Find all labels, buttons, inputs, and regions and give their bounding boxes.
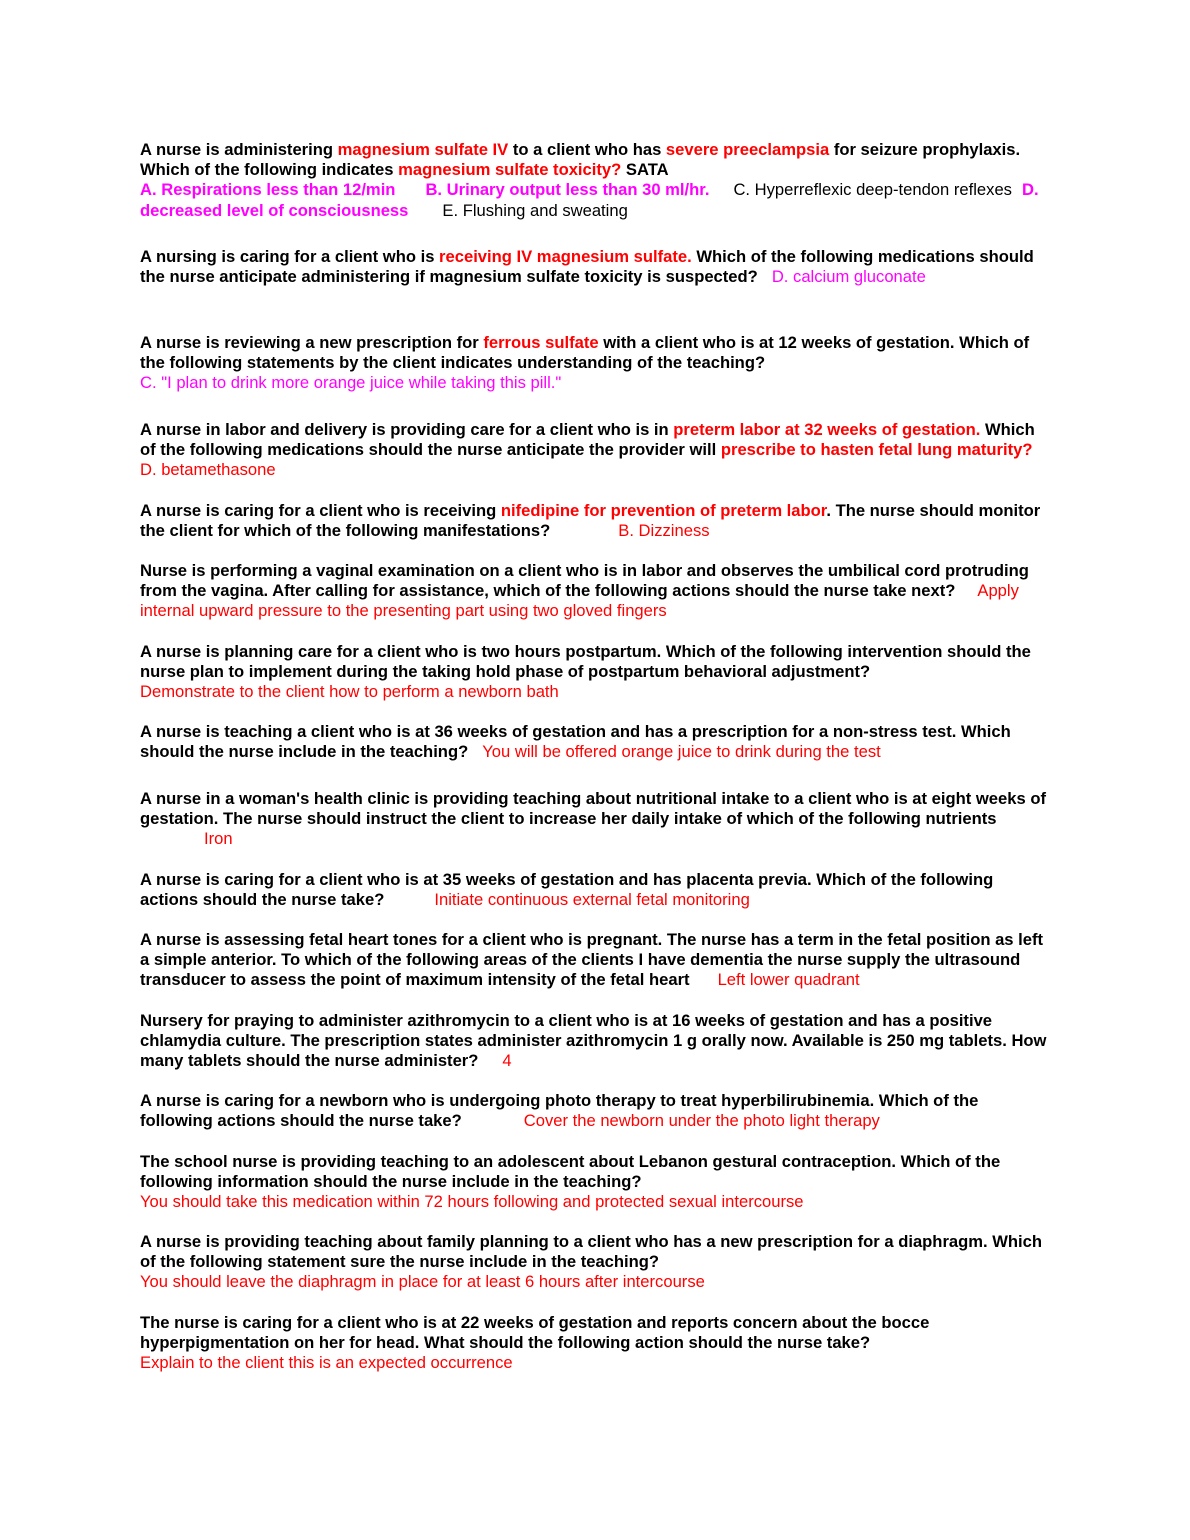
option-c: C. Hyperreflexic deep-tendon reflexes (733, 180, 1012, 200)
highlight-nifedipine: nifedipine for prevention of preterm labor (500, 501, 827, 520)
question-11-text: A nurse is assessing fetal heart tones for a client who is pregnant. The nurse has a term in the fetal position as left a simple anterior. To which of the following areas of the clients I have dementia the nurse supply the ultrasound transducer to assess the point of maximum intensity of the fetal heart (140, 930, 1044, 990)
question-8 (140, 722, 1055, 762)
highlight-receiving-iv: receiving IV magnesium sulfate. (439, 247, 692, 266)
question-13-text: A nurse is caring for a newborn who is undergoing photo therapy to treat hyperbilirubinemia. Which of the following actions should the nurse take? (140, 1091, 979, 1131)
question-1-text: to a client who has (508, 140, 666, 159)
question-13 (140, 1091, 1055, 1131)
question-6 (140, 561, 1055, 622)
answer-4: D. betamethasone (140, 460, 276, 480)
answer-7: Demonstrate to the client how to perform a newborn bath (140, 682, 559, 702)
answer-2: D. calcium gluconate (771, 267, 926, 287)
question-1-sata: SATA (621, 160, 669, 180)
answer-16: Explain to the client this is an expected occurrence (140, 1353, 513, 1373)
option-e: E. Flushing and sweating (442, 200, 628, 220)
question-4-text: A nurse in labor and delivery is providing care for a client who is in (140, 420, 674, 439)
question-2-text: Which of the following medications should the nurse anticipate administering if magnesium sulfate toxicity is suspected? (140, 247, 1034, 287)
question-6-text: Nurse is performing a vaginal examination on a client who is in labor and observes the umbilical cord protruding from the vagina. After calling for assistance, which of the following actions should the nurse take next? (140, 561, 1029, 601)
question-16 (140, 1313, 1055, 1374)
highlight-preterm-labor: preterm labor at 32 weeks of gestation. (673, 420, 981, 439)
highlight-magnesium-sulfate: magnesium sulfate IV (337, 140, 509, 159)
question-10 (140, 870, 1055, 910)
question-5-text: . The nurse should monitor the client for which of the following manifestations? (140, 501, 1041, 541)
highlight-fetal-lung-maturity: prescribe to hasten fetal lung maturity? (720, 440, 1033, 460)
answer-13: Cover the newborn under the photo light therapy (523, 1111, 880, 1131)
question-16-text: The nurse is caring for a client who is at 22 weeks of gestation and reports concern about the bocce hyperpigmentation on her for head. What should the following action should the nurse take? (140, 1313, 930, 1353)
question-11 (140, 930, 1055, 991)
option-b: B. Urinary output less than 30 ml/hr. (425, 180, 710, 200)
question-1-text: A nurse is administering (140, 140, 338, 159)
question-3 (140, 333, 1055, 394)
question-12 (140, 1011, 1055, 1072)
question-14 (140, 1152, 1055, 1213)
question-1-text: for seizure prophylaxis. Which of the following indicates (140, 140, 1021, 180)
answer-12: 4 (502, 1051, 512, 1071)
question-10-text: A nurse is caring for a client who is at 35 weeks of gestation and has placenta previa. Which of the following actions should the nurse take? (140, 870, 994, 910)
question-3-text: A nurse is reviewing a new prescription for (140, 333, 484, 352)
question-5-text: A nurse is caring for a client who is receiving (140, 501, 501, 520)
highlight-ferrous-sulfate: ferrous sulfate (483, 333, 599, 352)
question-8-text: A nurse is teaching a client who is at 36 weeks of gestation and has a prescription for a non-stress test. Which should the nurse include in the teaching? (140, 722, 1011, 762)
question-7-text: A nurse is planning care for a client who is two hours postpartum. Which of the following intervention should the nurse plan to implement during the taking hold phase of postpartum behavioral adjustment? (140, 642, 1031, 682)
question-4 (140, 420, 1055, 481)
answer-9: Iron (204, 829, 233, 849)
question-1 (140, 140, 1055, 221)
answer-8: You will be offered orange juice to drink during the test (482, 742, 881, 762)
question-7 (140, 642, 1055, 703)
question-4-text: Which of the following medications should the nurse anticipate the provider will (140, 420, 1035, 460)
answer-11: Left lower quadrant (717, 970, 860, 990)
question-3-text: with a client who is at 12 weeks of gestation. Which of the following statements by the client indicates understanding of the teaching? (140, 333, 1030, 373)
question-9 (140, 789, 1055, 850)
question-15 (140, 1232, 1055, 1293)
highlight-toxicity: magnesium sulfate toxicity? (398, 160, 622, 180)
answer-10: Initiate continuous external fetal monitoring (434, 890, 750, 910)
answer-6: Apply internal upward pressure to the presenting part using two gloved fingers (140, 581, 1019, 621)
answer-15: You should leave the diaphragm in place for at least 6 hours after intercourse (140, 1272, 705, 1292)
question-12-text: Nursery for praying to administer azithromycin to a client who is at 16 weeks of gestation and has a positive chlamydia culture. The prescription states administer azithromycin 1 g orally now. Available is 250 mg tablets. How many tablets should the nurse administer? (140, 1011, 1047, 1071)
answer-3: C. "I plan to drink more orange juice while taking this pill." (140, 373, 562, 393)
question-2 (140, 247, 1055, 287)
highlight-severe-preeclampsia: severe preeclampsia (665, 140, 830, 159)
question-14-text: The school nurse is providing teaching to an adolescent about Lebanon gestural contraception. Which of the following information should the nurse include in the teaching? (140, 1152, 1001, 1192)
answer-5: B. Dizziness (618, 521, 710, 541)
option-d: D. decreased level of consciousness (140, 180, 1039, 220)
question-15-text: A nurse is providing teaching about family planning to a client who has a new prescription for a diaphragm. Which of the following statement sure the nurse include in the teaching? (140, 1232, 1043, 1272)
question-5 (140, 501, 1055, 541)
answer-14: You should take this medication within 72 hours following and protected sexual intercourse (140, 1192, 804, 1212)
question-2-text: A nursing is caring for a client who is (140, 247, 440, 266)
option-a: A. Respirations less than 12/min (140, 180, 396, 200)
question-9-text: A nurse in a woman's health clinic is providing teaching about nutritional intake to a client who is at eight weeks of gestation. The nurse should instruct the client to increase her daily intake of which of the following nutrients (140, 789, 1046, 829)
